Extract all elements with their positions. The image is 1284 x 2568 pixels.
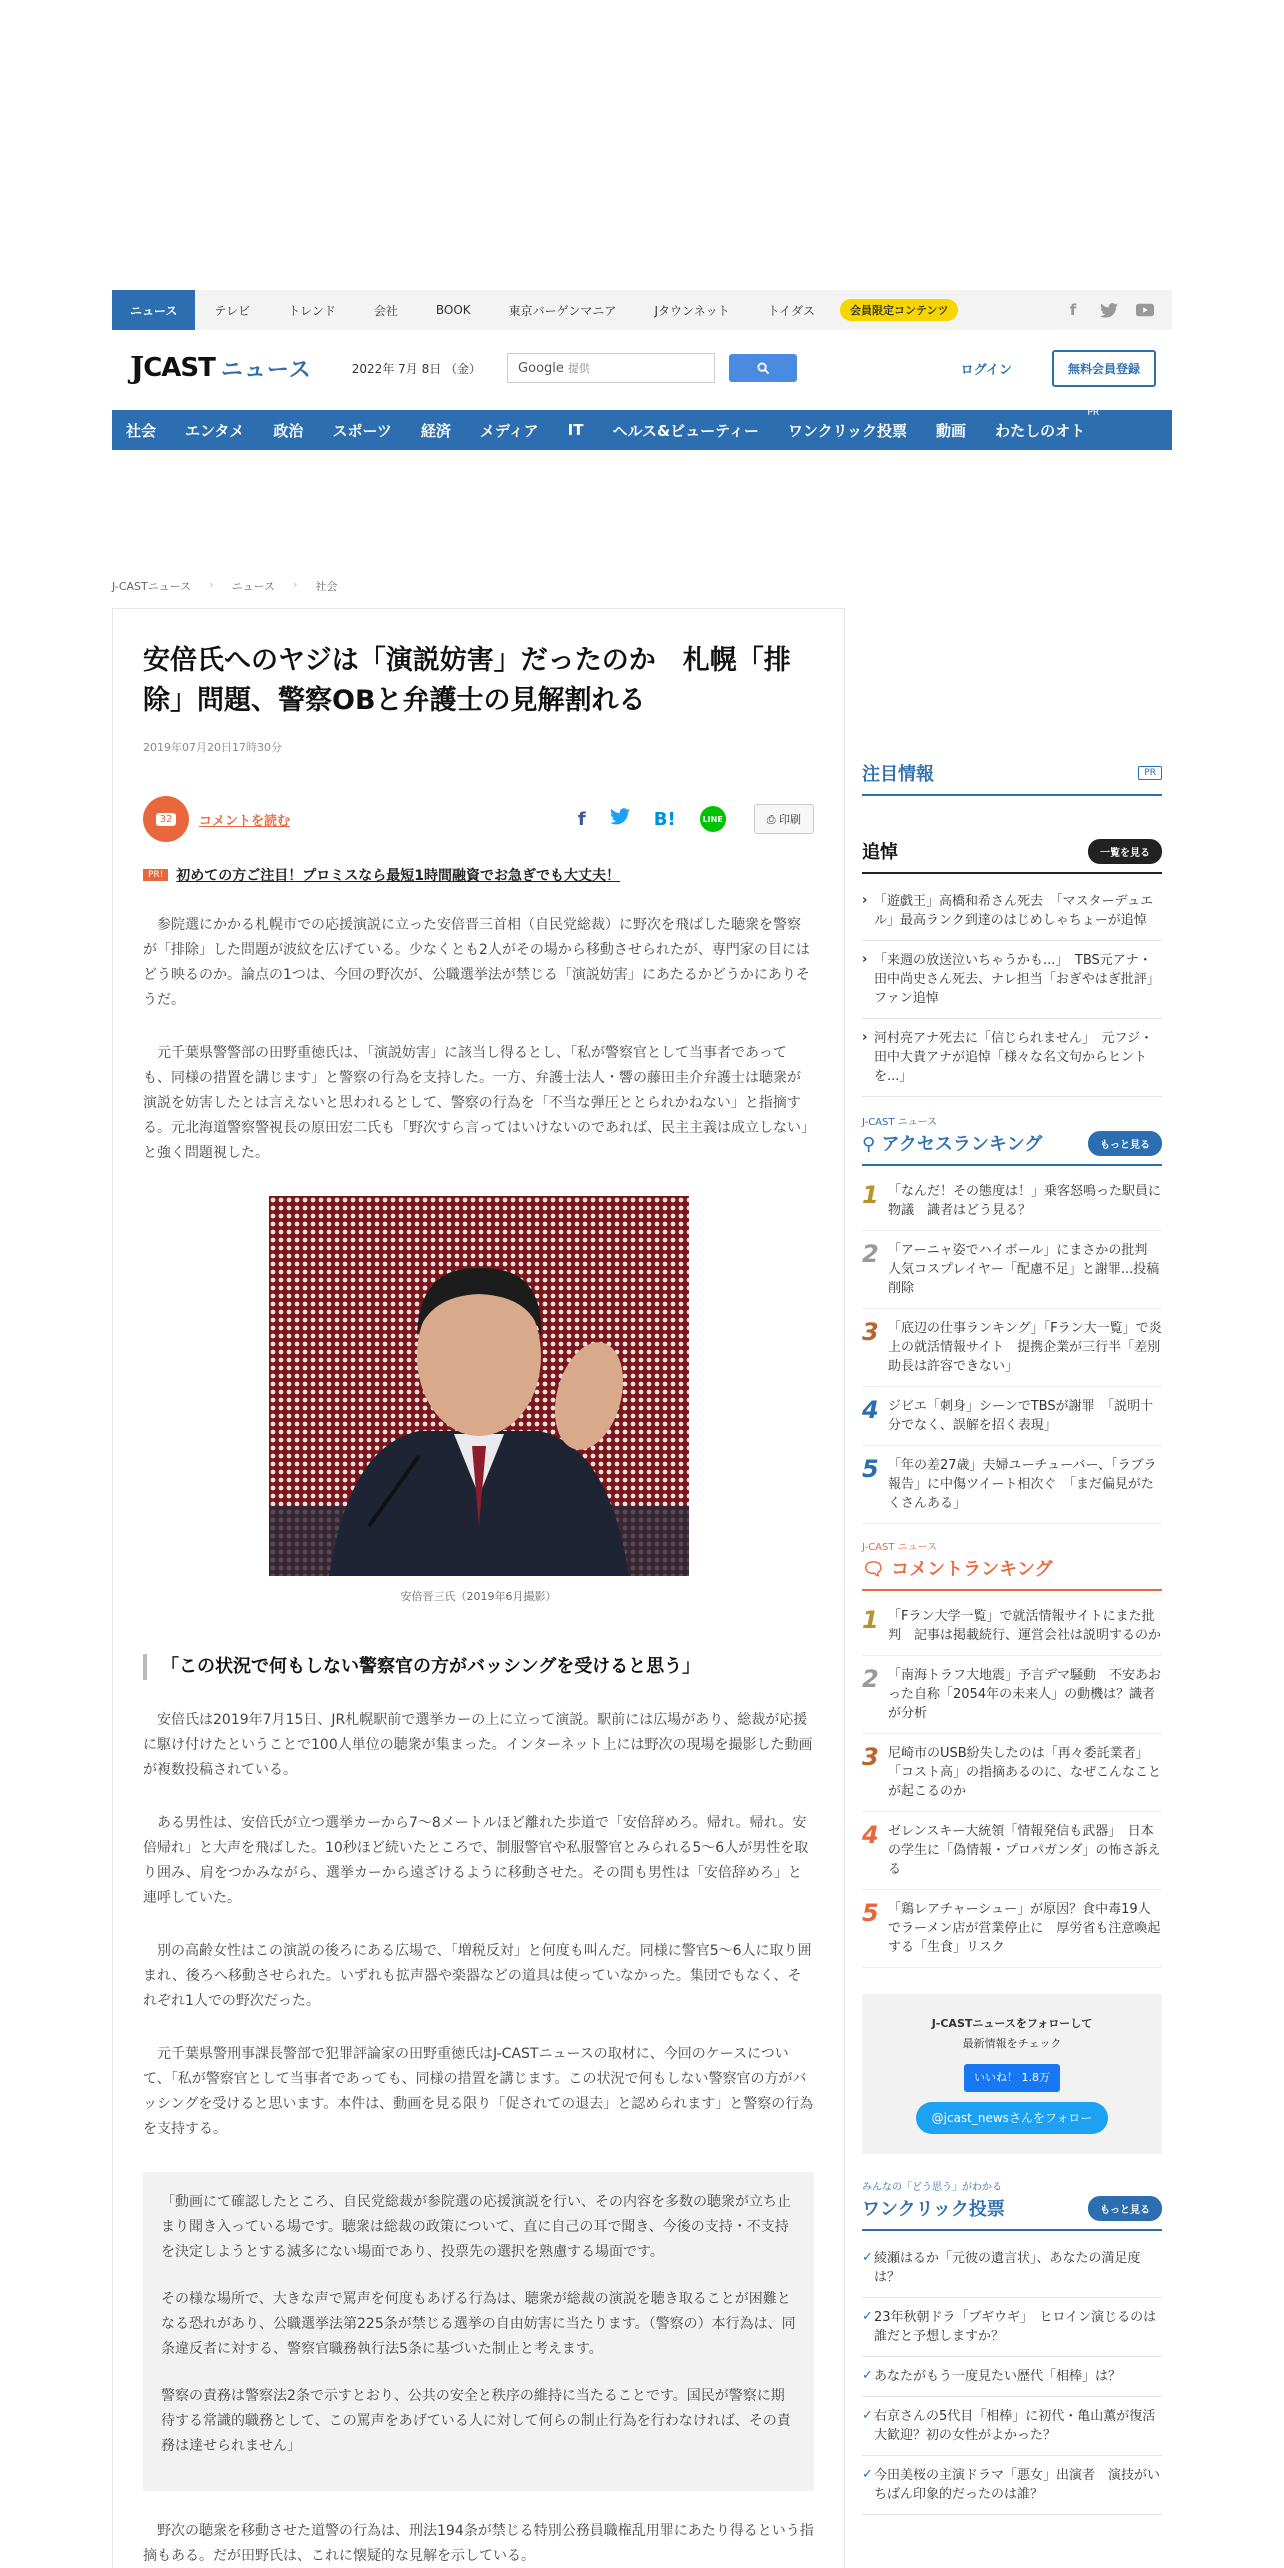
article-paragraph: 元千葉県警刑事課長警部で犯罪評論家の田野重徳氏はJ-CASTニュースの取材に、今回のケースについて、「私が警察官として当事者であっても、同様の措置を講じます。この状況で何もしない警察官の方がバッシングを受けると思います。本件は、動画を見る限り「促されての退去」と認められます」と警察の行為を支持する。 <box>143 2046 814 2137</box>
article-paragraph: 別の高齢女性はこの演説の後ろにある広場で、「増税反対」と何度も叫んだ。同様に警官5～6人に取り囲まれ、後ろへ移動させられた。いずれも拡声器や楽器などの道具は使っていなかった。集団でもなく、それぞれ1人での野次だった。 <box>143 1943 812 2009</box>
follow-line2: 最新情報をチェック <box>962 2037 1062 2050</box>
twitter-follow-button[interactable]: @jcast_newsさんをフォロー <box>916 2102 1109 2134</box>
share-row <box>143 797 814 841</box>
comment-icon: 🗨 <box>862 1559 892 1580</box>
cat-watashi-no-oto[interactable] <box>995 407 1100 441</box>
search-input[interactable] <box>507 353 715 383</box>
access-ranking-header <box>862 1130 1162 1166</box>
photo-caption: 安倍晋三氏（2019年6月撮影） <box>400 1590 557 1603</box>
site-header <box>112 342 1172 394</box>
comment-ranking-title <box>862 1555 1053 1581</box>
comment-ranking-list <box>862 1597 1162 1968</box>
rank-number: 5 <box>862 1899 879 1927</box>
article-paragraph: 参院選にかかる札幌市での応援演説に立った安倍晋三首相（自民党総裁）に野次を飛ばした聴衆を警察が「排除」した問題が波紋を広げている。少なくとも2人がその場から移動させられたが、専門家の目にはどう映るのか。論点の1つは、今回の野次が、公職選挙法が禁じる「演説妨害」にあたるかどうかにありそうだ。 <box>143 917 810 1008</box>
logo-j: J <box>130 350 144 386</box>
attention-header <box>862 760 1162 796</box>
pr-line <box>143 865 814 885</box>
pr-ad-link[interactable]: 初めての方ご注目！プロミスなら最短1時間融資でお急ぎでも大丈夫！ <box>176 868 621 884</box>
facebook-share-icon[interactable]: f <box>577 808 586 830</box>
logo-cast: CAST <box>143 353 215 383</box>
ranking-item[interactable] <box>862 1446 1162 1524</box>
follow-box <box>862 1994 1162 2154</box>
rank-number: 3 <box>862 1318 879 1346</box>
rank-number: 4 <box>862 1821 879 1849</box>
breadcrumb-separator: › <box>293 578 298 591</box>
ranking-item[interactable] <box>862 1597 1162 1656</box>
access-ranking-label: アクセスランキング <box>881 1134 1043 1155</box>
quote-paragraph: その様な場所で、大きな声で罵声を何度もあげる行為は、聴衆が総裁の演説を聴き取ることが困難となる恐れがあり、公職選挙法第225条が禁じる選挙の自由妨害に当たります。（警察の）本行為は、同条違反者に対する、警察官職務執行法5条に基づいた制止と考えます。 <box>161 2291 796 2357</box>
ranking-item[interactable] <box>862 1231 1162 1309</box>
ranking-text: 「なんだ！その態度は！」乗客怒鳴った駅員に物議 識者はどう見る？ <box>888 1184 1162 1218</box>
ranking-item[interactable] <box>862 1387 1162 1446</box>
publish-date: 2019年07月20日17時30分 <box>143 741 282 754</box>
facebook-like-button[interactable]: いいね！ 1.8万 <box>964 2064 1060 2092</box>
category-nav <box>112 407 1172 450</box>
obit-header <box>862 838 1162 874</box>
section-kicker: みんなの「どう思う」がわかる <box>862 2182 1002 2193</box>
sidebar <box>862 760 1169 2515</box>
topnav-company[interactable]: 会社 <box>373 303 398 318</box>
comment-count-icon[interactable] <box>143 796 189 842</box>
social-links <box>1064 301 1172 319</box>
facebook-icon[interactable]: f <box>1069 301 1077 319</box>
rank-number: 2 <box>862 1665 879 1693</box>
breadcrumb-society[interactable]: 社会 <box>315 580 338 593</box>
breadcrumb-separator: › <box>209 578 214 591</box>
vote-item[interactable]: ✓ あなたがもう一度見たい歴代「相棒」は？ <box>862 2357 1162 2397</box>
cat-it[interactable]: IT <box>567 421 584 439</box>
cat-economy[interactable]: 経済 <box>420 421 451 440</box>
breadcrumb <box>112 578 1172 594</box>
topnav-trend[interactable]: トレンド <box>288 303 336 318</box>
cat-health-beauty[interactable]: ヘルス&ビューティー <box>612 421 759 440</box>
article-paragraph: 安倍氏は2019年7月15日、JR札幌駅前で選挙カーの上に立って演説。駅前には広場があり、総裁が応援に駆け付けたということで100人単位の聴衆が集まった。インターネット上には野次の現場を撮影した動画が複数投稿されている。 <box>143 1712 813 1778</box>
register-button[interactable]: 無料会員登録 <box>1052 350 1156 387</box>
ranking-text: 尼崎市のUSB紛失したのは「再々委託業者」 「コスト高」の指摘あるのに、なぜこんなことが起こるのか <box>888 1746 1162 1799</box>
article-paragraph: 野次の聴衆を移動させた道警の行為は、刑法194条が禁じる特別公務員職権乱用罪にあたり得るという指摘もある。だが田野氏は、これに懐疑的な見解を示している。 <box>143 2523 814 2564</box>
vote-header <box>862 2195 1162 2231</box>
vote-item[interactable]: ✓ 右京さんの5代目「相棒」に初代・亀山薫が復活 大歓迎？初の女性がよかった？ <box>862 2397 1162 2456</box>
today-date: 2022年 7月 8日 （金） <box>351 361 482 376</box>
pr-badge: PR! <box>143 869 168 881</box>
ranking-item[interactable] <box>862 1734 1162 1812</box>
topnav-toidas[interactable]: トイダス <box>767 303 816 318</box>
topnav-tv[interactable]: テレビ <box>214 303 251 318</box>
article-title: 安倍氏へのヤジは「演説妨害」だったのか 札幌「排除」問題、警察OBと弁護士の見解割れる <box>143 645 791 716</box>
rank-number: 5 <box>862 1455 879 1483</box>
cat-oneclick-vote[interactable]: ワンクリック投票 <box>787 421 908 440</box>
ranking-text: 「南海トラフ大地震」予言デマ騒動 不安あおった自称「2054年の未来人」の動機は？識者が分析 <box>888 1668 1162 1721</box>
access-ranking-list <box>862 1172 1162 1524</box>
hatena-bookmark-icon[interactable]: B! <box>653 808 676 830</box>
search-button[interactable] <box>729 354 797 382</box>
cat-sports[interactable]: スポーツ <box>332 421 392 440</box>
youtube-icon[interactable] <box>1136 301 1154 319</box>
pr-tag: PR <box>1138 766 1162 780</box>
ranking-item[interactable] <box>862 1656 1162 1734</box>
vote-title: ワンクリック投票 <box>862 2199 1005 2220</box>
vote-list <box>862 2239 1169 2515</box>
follow-line1: J-CASTニュースをフォローして <box>931 2017 1093 2030</box>
topnav-jtown[interactable]: Jタウンネット <box>654 303 730 318</box>
article-paragraph: 元千葉県警警部の田野重徳氏は、「演説妨害」に該当し得るとし、「私が警察官として当事者であっても、同様の措置を講じます」と警察の行為を支持した。一方、弁護士法人・響の藤田圭介弁護士は聴衆が演説を妨害したとは言えないと思われるとして、警察の行為を「不当な弾圧ととられかねない」と指摘する。元北海道警察警視長の原田宏二氏も「野次すら言ってはいけないのであれば、民主主義は成立しない」と強く問題視した。 <box>143 1045 808 1161</box>
vote-item[interactable]: ✓ 綾瀬はるか「元彼の遺言状」、あなたの満足度は？ <box>862 2239 1162 2298</box>
site-logo[interactable] <box>130 351 312 386</box>
blockquote <box>143 2172 814 2491</box>
section-kicker: J-CAST ニュース <box>862 1117 938 1128</box>
access-ranking-title <box>862 1130 1042 1156</box>
quote-paragraph: 「動画にて確認したところ、自民党総裁が参院選の応援演説を行い、その内容を多数の聴衆が立ち止まり聞き入っている場です。聴衆は総裁の政策について、直に自己の耳で聞き、今後の支持・不支持を決定しようとする滅多にない場面であり、投票先の選択を熟慮する場面です。 <box>161 2194 791 2260</box>
rank-number: 1 <box>862 1181 879 1209</box>
search-person-icon: ⚲ <box>862 1134 882 1155</box>
ranking-item[interactable] <box>862 1172 1162 1231</box>
cat-society[interactable]: 社会 <box>126 421 157 440</box>
twitter-icon[interactable] <box>1100 301 1118 319</box>
search-brand: Google <box>518 360 564 376</box>
rank-number: 2 <box>862 1240 879 1268</box>
topnav-bargain[interactable]: 東京バーゲンマニア <box>508 303 617 318</box>
comment-ranking-header <box>862 1555 1162 1591</box>
print-label: 印刷 <box>779 813 801 826</box>
attention-title: 注目情報 <box>862 764 934 785</box>
vote-more-button[interactable]: もっと見る <box>1088 2196 1162 2221</box>
article-paragraph: ある男性は、安倍氏が立つ選挙カーから7～8メートルほど離れた歩道で「安倍辞めろ。帰れ。帰れ。安倍帰れ」と大声を飛ばした。10秒ほど続いたところで、制服警官や私服警官とみられる5～6人が男性を取り囲み、肩をつかみながら、選挙カーから遠ざけるように移動させた。その間も男性は「安倍辞めろ」と連呼していた。 <box>143 1815 809 1906</box>
search-placeholder: 提供 <box>567 362 590 375</box>
rank-number: 4 <box>862 1396 879 1424</box>
topnav-book[interactable]: BOOK <box>435 303 471 317</box>
obit-more-button[interactable]: 一覧を見る <box>1088 839 1162 864</box>
cat-watashi-label: わたしのオト <box>995 421 1086 440</box>
pr-label: PR <box>1087 407 1100 418</box>
top-nav <box>112 290 1172 330</box>
article-photo <box>269 1196 689 1576</box>
section-kicker: J-CAST ニュース <box>862 1542 938 1553</box>
ranking-text: 「Fラン大学一覧」で就活情報サイトにまた批判 記事は掲載続行、運営会社は説明するのか <box>888 1609 1162 1643</box>
quote-paragraph: 警察の責務は警察法2条で示すとおり、公共の安全と秩序の維持に当たることです。国民が警察に期待する常識的職務として、この罵声をあげている人に対して何らの制止行為を行わなければ、その責務は達せられません」 <box>161 2388 791 2454</box>
ranking-item[interactable] <box>862 1812 1162 1890</box>
vote-item[interactable]: ✓ 23年秋朝ドラ「ブギウギ」 ヒロイン演じるのは誰だと予想しますか？ <box>862 2298 1162 2357</box>
search-icon <box>757 362 770 375</box>
list-item[interactable]: › 河村亮アナ死去に「信じられません」 元フジ・田中大貴アナが追悼「様々な名文句からヒントを...」 <box>862 1019 1162 1097</box>
rank-number: 3 <box>862 1743 879 1771</box>
breadcrumb-news[interactable]: ニュース <box>231 580 276 593</box>
share-buttons <box>578 806 726 832</box>
list-item[interactable]: › 「遊戯王」高橋和希さん死去 「マスターデュエル」最高ランク到達のはじめしゃちょーが追悼 <box>862 882 1162 941</box>
line-share-icon[interactable]: LINE <box>700 806 726 832</box>
cat-media[interactable]: メディア <box>479 421 539 440</box>
access-more-button[interactable]: もっと見る <box>1088 1131 1162 1156</box>
logo-news: ニュース <box>220 357 312 383</box>
article <box>112 608 845 2568</box>
cat-politics[interactable]: 政治 <box>273 421 304 440</box>
ranking-text: ゼレンスキー大統領「情報発信も武器」 日本の学生に「偽情報・プロパガンダ」の怖さ訴える <box>888 1824 1161 1877</box>
ranking-text: 「アーニャ姿でハイボール」にまさかの批判 人気コスプレイヤー「配慮不足」と謝罪...投稿削除 <box>888 1243 1161 1296</box>
ranking-item[interactable] <box>862 1309 1162 1387</box>
printer-icon: ⎙ <box>766 813 779 826</box>
obit-list <box>862 882 1162 1097</box>
obit-title: 追悼 <box>862 842 898 863</box>
breadcrumb-home[interactable]: J-CASTニュース <box>112 580 192 593</box>
section-heading: 「この状況で何もしない警察官の方がバッシングを受けると思う」 <box>143 1654 814 1680</box>
twitter-share-icon[interactable] <box>610 808 630 830</box>
ranking-text: 「底辺の仕事ランキング」「Fラン大一覧」で炎上の就活情報サイト 提携企業が三行半「差別助長は許容できない」 <box>888 1321 1162 1374</box>
rank-number: 1 <box>862 1606 879 1634</box>
ranking-text: 「年の差27歳」夫婦ユーチューバー、「ラブラ報告」に中傷ツイート相次ぐ 「まだ偏見がたくさんある」 <box>888 1458 1157 1511</box>
ranking-item[interactable] <box>862 1890 1162 1968</box>
ranking-text: 「鶏レアチャーシュー」が原因？食中毒19人でラーメン店が営業停止に 厚労省も注意喚起する「生食」リスク <box>888 1902 1161 1955</box>
login-link[interactable]: ログイン <box>960 362 1012 378</box>
comment-ranking-label: コメントランキング <box>891 1559 1053 1580</box>
comment-count: 32 <box>156 813 177 826</box>
cat-video[interactable]: 動画 <box>936 421 967 440</box>
cat-entertainment[interactable]: エンタメ <box>185 421 245 440</box>
list-item[interactable]: › 「来週の放送泣いちゃうかも...」 TBS元アナ・田中尚史さん死去、ナレ担当「おぎやはぎ批評」ファン追悼 <box>862 941 1162 1019</box>
read-comments-link[interactable]: コメントを読む <box>199 813 291 829</box>
topnav-news[interactable]: ニュース <box>112 290 195 330</box>
print-button[interactable] <box>754 804 814 834</box>
vote-item[interactable]: ✓ 今田美桜の主演ドラマ「悪女」出演者 演技がいちばん印象的だったのは誰？ <box>862 2456 1162 2515</box>
members-content-badge[interactable]: 会員限定コンテンツ <box>840 299 958 321</box>
ranking-text: ジビエ「刺身」シーンでTBSが謝罪 「説明十分でなく、誤解を招く表現」 <box>888 1399 1154 1433</box>
